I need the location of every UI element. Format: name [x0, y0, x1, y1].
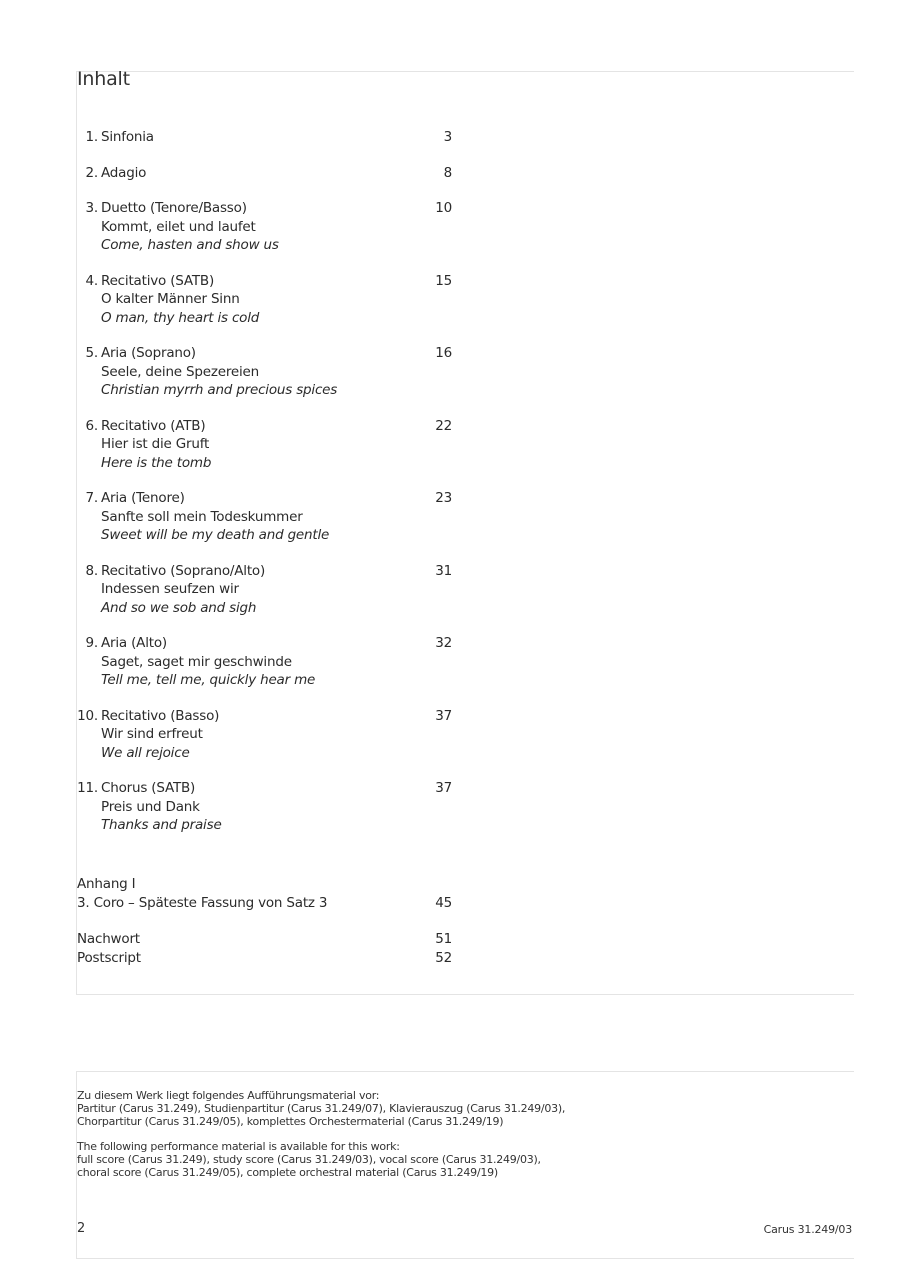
note-de-line: Zu diesem Werk liegt folgendes Aufführungsmaterial vor: — [77, 1089, 380, 1102]
appendix-section — [77, 875, 497, 967]
toc-entry-page: 3 — [443, 129, 452, 145]
toc-entry-number: 9. — [85, 635, 98, 651]
toc-entry-number: 5. — [85, 345, 98, 361]
notes-top-rule — [76, 1071, 854, 1072]
note-en-line: full score (Carus 31.249), study score (Carus 31.249/03), vocal score (Carus 31.249/03), — [77, 1153, 541, 1167]
toc-entry-page: 16 — [435, 345, 452, 361]
toc-entry-number: 3. — [85, 200, 98, 216]
toc-entry-german-title: Kommt, eilet und laufet — [101, 218, 256, 235]
performance-material-note — [77, 1090, 797, 1193]
toc-entry-heading: Aria (Soprano) — [101, 345, 196, 361]
toc-entry — [77, 199, 497, 255]
toc-entry-page: 15 — [435, 272, 452, 289]
postscript-page: 52 — [435, 949, 452, 966]
appendix-item-label: 3. Coro – Späteste Fassung von Satz 3 — [77, 894, 328, 911]
toc-entry-heading: Adagio — [101, 164, 147, 181]
toc-entry-german-title: Indessen seufzen wir — [101, 581, 239, 597]
toc-entry — [77, 417, 497, 473]
toc-entry-heading: Recitativo (SATB) — [101, 272, 215, 289]
toc-entry-heading: Recitativo (ATB) — [101, 417, 206, 434]
toc-entry-heading: Aria (Tenore) — [101, 490, 185, 506]
note-de-line: Partitur (Carus 31.249), Studienpartitur (Carus 31.249/07), Klavierauszug (Carus 31.249/03), — [77, 1101, 566, 1115]
toc-entry — [77, 707, 497, 763]
toc-entry — [77, 344, 497, 400]
content-bottom-rule — [76, 994, 854, 995]
appendix-item — [77, 894, 497, 913]
toc-entry-heading: Recitativo (Soprano/Alto) — [101, 562, 266, 579]
toc-entry-number: 2. — [85, 164, 98, 181]
page-number: 2 — [77, 1221, 86, 1236]
note-german — [77, 1090, 797, 1128]
catalog-number: Carus 31.249/03 — [763, 1223, 852, 1236]
toc-entry-german-title: Preis und Dank — [101, 798, 200, 815]
top-rule — [76, 71, 854, 72]
toc-entry-page: 10 — [435, 200, 452, 216]
toc-entry-page: 8 — [443, 164, 452, 181]
toc-entry-heading: Duetto (Tenore/Basso) — [101, 200, 247, 216]
appendix-heading: Anhang I — [77, 876, 136, 892]
toc-entry-number: 10. — [77, 707, 98, 724]
toc-entry-english-title: O man, thy heart is cold — [101, 309, 260, 326]
toc-entry-number: 4. — [85, 272, 98, 289]
toc-entry-number: 8. — [85, 562, 98, 579]
toc-entry-page: 32 — [435, 635, 452, 651]
toc-entry-page: 23 — [435, 490, 452, 506]
toc-entry-german-title: Saget, saget mir geschwinde — [101, 653, 292, 670]
toc-entry — [77, 128, 497, 147]
toc-entry-english-title: Thanks and praise — [101, 817, 222, 833]
toc-entry-english-title: Christian myrrh and precious spices — [101, 382, 338, 398]
toc-entry-page: 22 — [435, 417, 452, 434]
toc-entry-english-title: Come, hasten and show us — [101, 237, 279, 253]
toc-entry-page: 31 — [435, 562, 452, 579]
toc-entry-english-title: And so we sob and sigh — [101, 599, 257, 616]
afterword-item — [77, 930, 497, 949]
table-of-contents — [77, 128, 497, 852]
toc-entry — [77, 634, 497, 690]
toc-entry — [77, 164, 497, 183]
note-de-line: Chorpartitur (Carus 31.249/05), komplettes Orchestermaterial (Carus 31.249/19) — [77, 1114, 504, 1128]
toc-entry-heading: Chorus (SATB) — [101, 780, 196, 796]
toc-entry — [77, 562, 497, 618]
toc-entry-heading: Sinfonia — [101, 129, 154, 145]
postscript-item — [77, 949, 497, 968]
footer-bottom-rule — [76, 1258, 854, 1259]
toc-entry-german-title: Seele, deine Spezereien — [101, 363, 260, 380]
toc-entry-english-title: Here is the tomb — [101, 454, 212, 471]
note-en-line: The following performance material is available for this work: — [77, 1140, 400, 1154]
toc-entry-heading: Recitativo (Basso) — [101, 707, 220, 724]
afterword-label: Nachwort — [77, 931, 140, 947]
toc-entry-heading: Aria (Alto) — [101, 635, 167, 651]
appendix-item-page: 45 — [435, 894, 452, 911]
toc-entry-german-title: Hier ist die Gruft — [101, 436, 210, 452]
toc-entry-german-title: Sanfte soll mein Todeskummer — [101, 508, 303, 525]
toc-entry-english-title: Sweet will be my death and gentle — [101, 527, 330, 543]
toc-entry-number: 1. — [85, 129, 98, 145]
toc-entry-german-title: O kalter Männer Sinn — [101, 291, 240, 307]
afterword-page: 51 — [435, 931, 452, 947]
toc-entry-page: 37 — [435, 707, 452, 724]
toc-entry — [77, 779, 497, 835]
toc-entry-page: 37 — [435, 780, 452, 796]
toc-entry-number: 6. — [85, 417, 98, 434]
toc-entry-number: 11. — [77, 780, 98, 796]
note-en-line: choral score (Carus 31.249/05), complete orchestral material (Carus 31.249/19) — [77, 1165, 498, 1179]
toc-entry-english-title: Tell me, tell me, quickly hear me — [101, 672, 316, 688]
toc-entry — [77, 272, 497, 328]
toc-entry-number: 7. — [85, 490, 98, 506]
postscript-label: Postscript — [77, 949, 141, 966]
note-english — [77, 1141, 797, 1179]
toc-entry — [77, 489, 497, 545]
page-title: Inhalt — [77, 68, 130, 90]
toc-entry-german-title: Wir sind erfreut — [101, 726, 203, 742]
toc-entry-english-title: We all rejoice — [101, 744, 190, 761]
